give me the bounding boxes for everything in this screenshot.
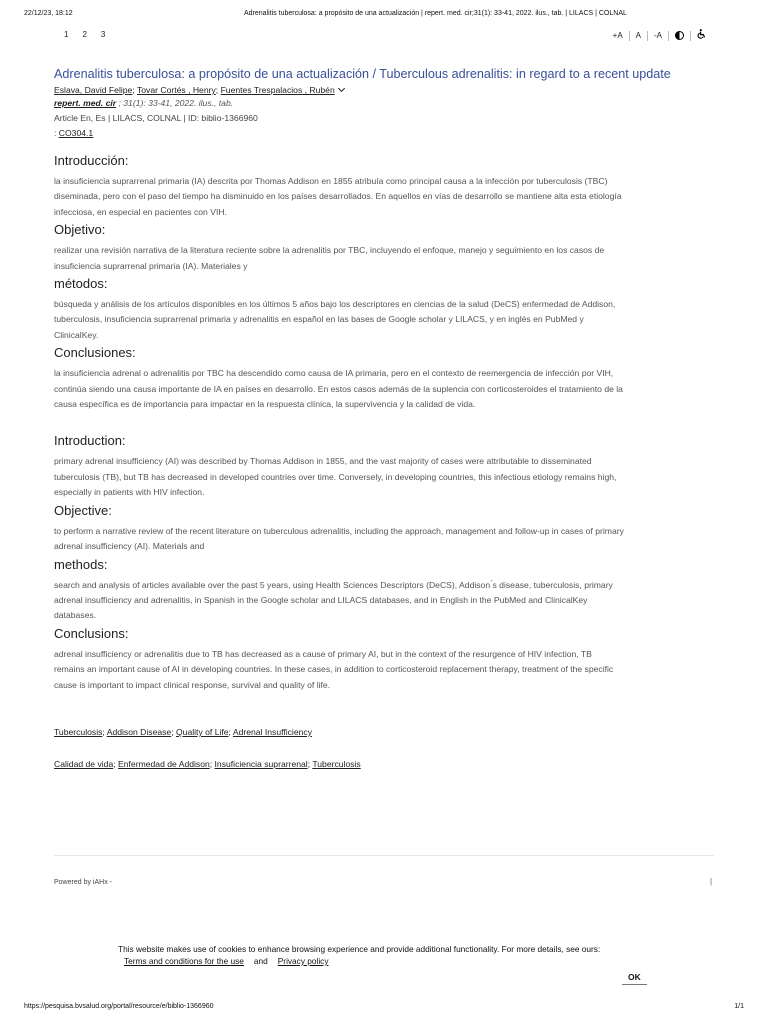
journal-details: ; 31(1): 33-41, 2022. ilus., tab.	[116, 98, 234, 108]
print-date: 22/12/23, 18:12	[24, 10, 73, 17]
section-text: to perform a narrative review of the recent literature on tuberculous adrenalitis, including the approach, management and follow-up in cases of primary adrenal insufficiency (AI). Materials and	[54, 525, 624, 552]
abstract-spanish	[54, 152, 714, 412]
keyword-link[interactable]: Calidad de vida	[54, 758, 114, 769]
author-list	[54, 84, 714, 97]
keyword-separator: ;	[102, 726, 107, 737]
keyword-link[interactable]: Insuficiencia suprarrenal	[214, 758, 308, 769]
author-separator: ;	[132, 85, 137, 95]
page-link-3[interactable]: 3	[100, 30, 106, 39]
keyword-link[interactable]: Addison Disease	[106, 726, 172, 737]
section-text: búsqueda y análisis de los artículos disponibles en los últimos 5 años bajo los descriptores en ciencias de la salud (DeCS) enfermedad de Addison, tuberculosis, insuficiencia suprarrenal primaria y adrenalitis en español en las bases de Google scholar y LILACS, y en inglés en PubMed y ClinicalKey.	[54, 299, 616, 340]
keyword-separator: ;	[113, 758, 119, 769]
article-title: Adrenalitis tuberculosa: a propósito de una actualización / Tuberculous adrenalitis: in regard to a recent update	[54, 67, 671, 81]
contrast-button[interactable]	[669, 31, 691, 41]
keyword-link[interactable]: Adrenal Insufficiency	[232, 726, 312, 737]
keyword-separator: ;	[209, 758, 215, 769]
article-meta: Article En, Es | LILACS, COLNAL | ID: biblio-1366960	[54, 113, 258, 123]
keyword-separator: ;	[228, 726, 233, 737]
print-header	[24, 10, 744, 22]
powered-by: Powered by iAHx -	[54, 879, 112, 886]
accessibility-button[interactable]	[691, 29, 712, 42]
decrease-font-button[interactable]: -A	[648, 31, 669, 41]
footer-pipe: |	[710, 877, 713, 886]
page-link-1[interactable]: 1	[64, 30, 69, 39]
keyword-link[interactable]: Tuberculosis	[312, 758, 361, 769]
keywords-spanish	[54, 758, 714, 771]
footer-divider	[54, 855, 714, 856]
increase-font-button[interactable]: +A	[607, 31, 630, 41]
section-heading: métodos:	[54, 276, 108, 292]
keyword-link[interactable]: Quality of Life	[176, 726, 229, 737]
cookie-ok-button[interactable]: OK	[622, 972, 647, 985]
section-text: primary adrenal insufficiency (AI) was described by Thomas Addison in 1855, and the vast majority of cases were attributable to disseminated tuberculosis (TB), but TB has decreased in developed countries over time. Conversely, in developing countries, this infectious etiology remains high, especially in patients with HIV infection.	[54, 456, 617, 498]
normal-font-button[interactable]: A	[630, 31, 648, 41]
cookie-banner	[0, 942, 768, 988]
keywords-english	[54, 726, 714, 739]
wheelchair-icon	[697, 29, 706, 39]
section-heading: Conclusions:	[54, 625, 129, 641]
section-text: la insuficiencia adrenal o adrenalitis por TBC ha descendido como causa de IA primaria, pero en el contexto de reemergencia de infección por VIH, continúa siendo una causa importante de IA en países en desarrollo. En estos casos además de la suplencia con corticosteroides el tratamiento de la causa específica es de importancia para impactar en la respuesta clínica, la supervivencia y la calidad de vida.	[54, 368, 623, 410]
article-code-line	[54, 127, 714, 140]
article-code-link[interactable]: CO304.1	[58, 128, 94, 138]
section-text: realizar una revisión narrativa de la literatura reciente sobre la adrenalitis por TBC, incluyendo el enfoque, manejo y seguimiento en los casos de insuficiencia suprarrenal primaria (IA). Materiales y	[54, 245, 605, 271]
abstract-english	[54, 432, 714, 692]
author-link[interactable]: Eslava, David Felipe	[54, 85, 133, 95]
section-heading: Introduction:	[54, 433, 126, 449]
privacy-link[interactable]: Privacy policy	[277, 956, 329, 966]
print-page-number: 1/1	[734, 1003, 744, 1010]
article-main	[54, 66, 714, 771]
cookie-message: This website makes use of cookies to enhance browsing experience and provide additional functionality. For more details, see ours:	[118, 944, 601, 954]
section-heading: Conclusiones:	[54, 345, 136, 361]
accessibility-bar	[607, 29, 712, 42]
contrast-icon	[675, 31, 684, 40]
section-text: adrenal insufficiency or adrenalitis due to TB has decreased as a cause of primary AI, but in the context of the resurgence of HIV infection, TB remains an important cause of AI in developing countries. In these cases, in addition to corticosteroid replacement therapy, treatment of the specific cause is important to impact clinical response, survival and quality of life.	[54, 648, 614, 690]
keyword-separator: ;	[171, 726, 176, 737]
section-heading: Objective:	[54, 502, 112, 518]
code-prefix: :	[54, 128, 59, 138]
keyword-link[interactable]: Tuberculosis	[54, 726, 103, 737]
section-heading: Objetivo:	[54, 222, 106, 238]
chevron-down-icon[interactable]	[338, 85, 345, 92]
print-url: https://pesquisa.bvsalud.org/portal/resource/e/biblio-1366960	[24, 1003, 214, 1010]
section-text: search and analysis of articles available over the past 5 years, using Health Sciences Descriptors (DeCS), Addison ́s disease, tuberculosis, primary adrenal insufficiency and adrenalitis, in Spanish in the Google scholar and LILACS databases, and in English in the PubMed and ClinicalKey databases.	[54, 579, 613, 621]
cookie-links	[124, 956, 328, 966]
journal-name[interactable]: repert. med. cir	[54, 98, 117, 108]
keyword-link[interactable]: Enfermedad de Addison	[118, 758, 210, 769]
top-toolbar	[0, 28, 768, 42]
keyword-separator: ;	[307, 758, 313, 769]
section-heading: Introducción:	[54, 153, 129, 168]
author-link[interactable]: Tovar Cortés , Henry	[136, 85, 216, 95]
journal-citation	[54, 97, 714, 110]
section-text: la insuficiencia suprarrenal primaria (IA) descrita por Thomas Addison en 1855 atribuía como principal causa a la infección por tuberculosis (TBC) diseminada, pero con el paso del tiempo ha disminuido en los países desarrollados. En aquellos en vías de desarrollo se mantiene alta esta etiología infecciosa, en especial en pacientes con VIH.	[54, 176, 622, 217]
page-link-2[interactable]: 2	[82, 30, 87, 39]
terms-link[interactable]: Terms and conditions for the use	[124, 956, 244, 966]
author-separator: ;	[215, 85, 221, 95]
cookie-and-text: and	[253, 956, 268, 966]
section-heading: methods:	[54, 556, 108, 572]
author-link[interactable]: Fuentes Trespalacios , Rubén	[220, 85, 335, 95]
print-page-title: Adrenalitis tuberculosa: a propósito de una actualización | repert. med. cir;31(1): 33-41, 2022. ilus., tab. | LILACS | COLNAL	[244, 10, 627, 17]
pagination	[64, 30, 105, 39]
